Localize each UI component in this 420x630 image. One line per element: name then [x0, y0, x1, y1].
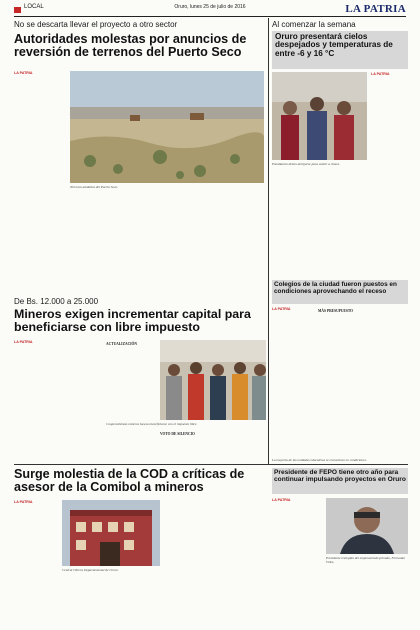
- article-source: LA PATRIA: [14, 340, 33, 344]
- puerto-seco-caption: Terrenos aledaños del Puerto Seco.: [70, 185, 119, 189]
- article-source: LA PATRIA: [272, 498, 291, 502]
- cod-col-4: [164, 500, 214, 624]
- ciudad-col-2: [318, 307, 360, 457]
- ciudad-col-3: [364, 307, 408, 457]
- puerto-seco-col-1: [14, 71, 66, 293]
- article-source: LA PATRIA: [14, 500, 33, 504]
- ciudad-headline: Colegios de la ciudad fueron puestos en condiciones aprovechando el receso: [274, 281, 397, 295]
- mineros-col-5: [214, 430, 266, 456]
- page-header: [14, 4, 406, 17]
- puerto-seco-col-4: [202, 193, 264, 293]
- article-source: LA PATRIA: [272, 307, 291, 311]
- cielos-col-side: [371, 72, 408, 168]
- cod-headline: Surge molestia de la COD a críticas de asesor de la Comibol a mineros: [14, 467, 245, 494]
- fepo-headline: Presidente de FEPO tiene otro año para continuar impulsando proyectos en Oruro: [274, 469, 406, 483]
- cod-caption: Central Obrera Departamental de Oruro.: [62, 568, 119, 572]
- cielos-col-2: [318, 172, 360, 278]
- article-source: LA PATRIA: [14, 71, 33, 75]
- puerto-seco-kicker: No se descarta llevar el proyecto a otro sector: [14, 20, 178, 29]
- newspaper-logo: LA PATRIA: [345, 3, 406, 15]
- cod-col-2: [62, 576, 109, 624]
- article-source: LA PATRIA: [371, 72, 390, 76]
- mineros-photo: [160, 340, 266, 420]
- fepo-photo: [326, 498, 408, 554]
- mineros-col-2: [60, 340, 102, 452]
- puerto-seco-col-2: [70, 193, 132, 293]
- mineros-subhead-b: VOTO DE SILENCIO: [160, 432, 195, 436]
- section-label: LOCAL: [24, 4, 44, 10]
- cielos-col-3: [364, 172, 408, 278]
- ciudad-col-1: [272, 307, 314, 457]
- puerto-seco-headline: Autoridades molestas por anuncios de reversión de terrenos del Puerto Seco: [14, 32, 247, 59]
- fepo-col-2: [272, 570, 338, 624]
- mineros-caption: Cooperativistas mineros buscan beneficiarse con el impuesto libre.: [106, 422, 198, 426]
- mineros-col-1: [14, 340, 56, 452]
- cod-col-5: [218, 500, 268, 624]
- fepo-col-3: [342, 570, 408, 624]
- cielos-kicker: Al comenzar la semana: [272, 20, 356, 29]
- cielos-col-1: [272, 172, 314, 278]
- mineros-col-3b: [106, 430, 156, 456]
- ciudad-subhead: MÁS PRESUPUESTO: [318, 309, 353, 313]
- puerto-seco-col-3: [136, 193, 198, 293]
- ciudad-caption: La mayoría de las unidades educativas se encuentran en condiciones.: [272, 458, 367, 462]
- mineros-subhead-a: ACTUALIZACIÓN: [106, 342, 137, 346]
- puerto-seco-photo: [70, 71, 264, 183]
- cod-col-1: [14, 500, 58, 624]
- mineros-kicker: De Bs. 12.000 a 25.000: [14, 297, 99, 306]
- issue-date: Oruro, lunes 25 de julio de 2016: [174, 4, 246, 10]
- fepo-col-1: [272, 498, 322, 566]
- cod-photo: [62, 500, 160, 566]
- cod-col-3: [113, 576, 160, 624]
- fepo-caption: Presidente reelegido del empresariado privado, Fernando Vélez.: [326, 556, 405, 564]
- cielos-caption: Estudiantes deben abrigarse para asistir a clases.: [272, 162, 340, 166]
- column-divider: [268, 18, 269, 464]
- cielos-headline: Oruro presentará cielos despejados y temperaturas de entre -6 y 16 °C: [275, 32, 393, 58]
- mineros-headline: Mineros exigen incrementar capital para beneficiarse con libre impuesto: [14, 307, 251, 334]
- cielos-photo: [272, 72, 367, 160]
- section-divider: [14, 464, 408, 465]
- mineros-col-4: [160, 430, 210, 456]
